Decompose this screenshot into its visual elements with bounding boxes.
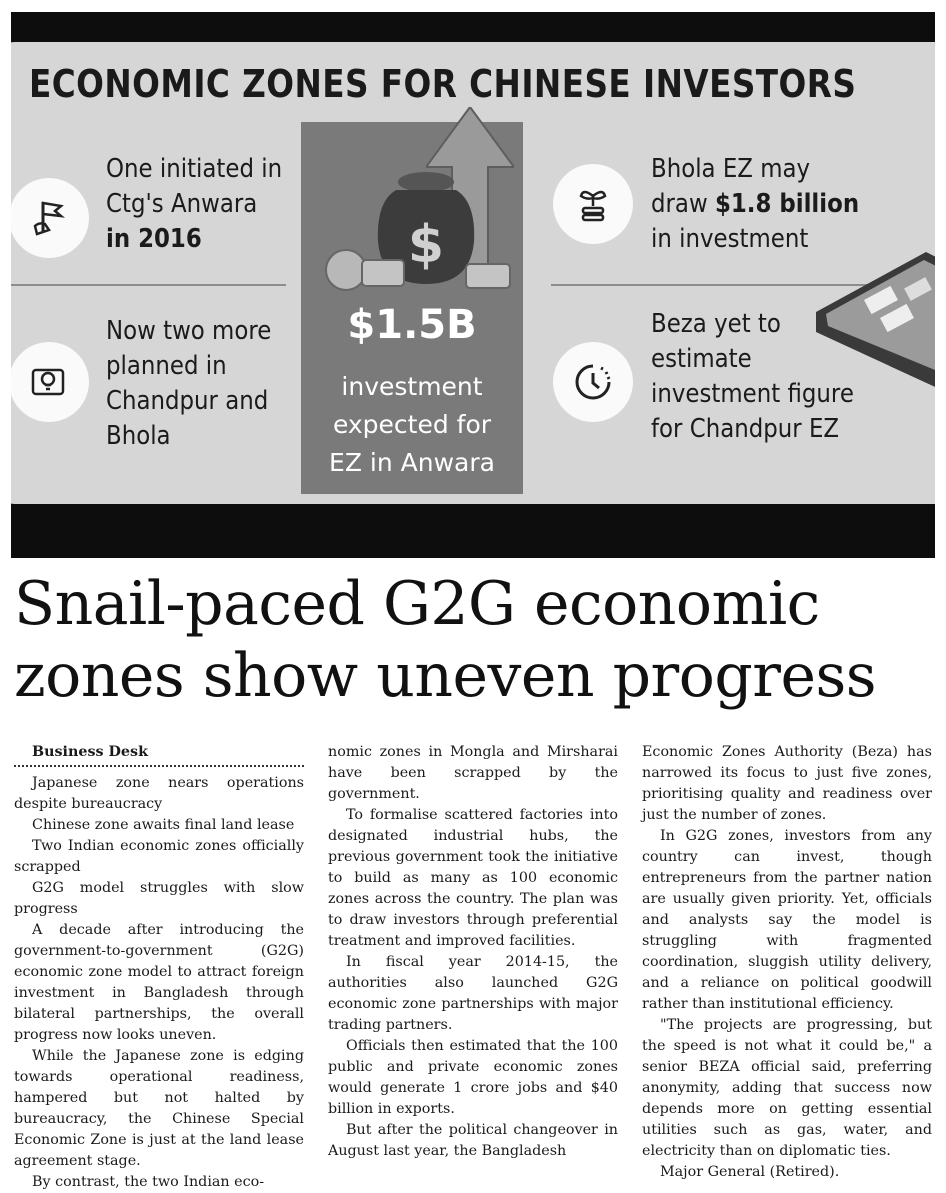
left-divider	[11, 284, 286, 286]
svg-text:$: $	[407, 215, 445, 275]
article-column-2	[328, 742, 618, 1162]
flag-hand-icon	[11, 178, 89, 258]
article-paragraph: In G2G zones, investors from any country can invest, though entrepreneurs from the partner nation are usually given priority. Yet, officials and analysts say the model is struggling with fragmented coordination, sluggish utility delivery, and a reliance on political goodwill rather than institutional efficiency.	[642, 828, 932, 1012]
left-item-2-line-4: Bhola	[106, 421, 171, 451]
bulb-blueprint-icon	[11, 342, 89, 422]
left-item-2-line-3: Chandpur and	[106, 386, 269, 416]
right-item-1-line-2	[651, 187, 859, 222]
article-paragraph: Japanese zone nears operations despite bureaucracy	[14, 775, 304, 812]
infographic	[11, 12, 935, 558]
right-item-2-line-2: estimate	[651, 344, 752, 374]
plant-coins-icon	[553, 164, 633, 244]
article-paragraph: By contrast, the two Indian eco-	[32, 1174, 265, 1190]
right-item-2-line-3: investment figure	[651, 379, 854, 409]
left-item-2-line-1: Now two more	[106, 316, 272, 346]
right-item-1-prefix: draw	[651, 189, 715, 219]
center-amount: $1.5B	[347, 302, 477, 348]
clock-icon	[553, 342, 633, 422]
left-item-1-line-2: Ctg's Anwara	[106, 189, 258, 219]
money-bag-icon	[316, 162, 516, 292]
headline-line-1: Snail-paced G2G economic	[14, 569, 820, 639]
headline	[14, 568, 934, 712]
article-paragraph: Chinese zone awaits final land lease	[32, 817, 295, 833]
center-line-3: EZ in Anwara	[329, 448, 495, 477]
right-item-2-line-1: Beza yet to	[651, 309, 781, 339]
article-paragraph: To formalise scattered factories into designated industrial hubs, the previous government took the initiative to build as many as 100 economic zones across the country. The plan was to draw investors through preferential treatment and improved facilities.	[328, 807, 618, 949]
center-line-2: expected for	[332, 410, 492, 439]
center-caption	[301, 368, 523, 482]
article-paragraph: Officials then estimated that the 100 public and private economic zones would generate 1 crore jobs and $40 billion in exports.	[328, 1038, 618, 1117]
article-paragraph: Two Indian economic zones officially scrapped	[14, 838, 304, 875]
headline-line-2: zones show uneven progress	[14, 641, 877, 711]
article-paragraph: In fiscal year 2014-15, the authorities also launched G2G economic zone partnerships with major trading partners.	[328, 954, 618, 1033]
right-item-2-line-4: for Chandpur EZ	[651, 414, 840, 444]
left-item-2-text	[106, 314, 271, 454]
right-item-1-line-1: Bhola EZ may	[651, 154, 811, 184]
left-item-1-line-3: in 2016	[106, 224, 202, 254]
infographic-title: ECONOMIC ZONES FOR CHINESE INVESTORS	[29, 62, 857, 106]
article-paragraph: G2G model struggles with slow progress	[14, 880, 304, 917]
left-item-1-text	[106, 152, 282, 257]
right-item-1-text	[651, 152, 859, 257]
right-item-1-amount: $1.8 billion	[714, 189, 860, 219]
left-item-2-line-2: planned in	[106, 351, 227, 381]
article-paragraph: Major General (Retired).	[660, 1164, 840, 1180]
article-paragraph: "The projects are progressing, but the speed is not what it could be," a senior BEZA official said, preferring anonymity, adding that success now depends more on getting essential utilities such as gas, water, and electricity than on diplomatic ties.	[642, 1017, 932, 1159]
byline: Business Desk	[14, 742, 304, 767]
industrial-zone-illustration	[816, 252, 935, 392]
article-column-3	[642, 742, 932, 1183]
article-paragraph: But after the political changeover in August last year, the Bangladesh	[328, 1122, 618, 1159]
center-line-1: investment	[341, 372, 483, 401]
article-column-1	[14, 742, 304, 1193]
article-paragraph: Economic Zones Authority (Beza) has narrowed its focus to just five zones, prioritising quality and readiness over just the number of zones.	[642, 744, 932, 823]
article-paragraph: nomic zones in Mongla and Mirsharai have been scrapped by the government.	[328, 744, 618, 802]
article-paragraph: While the Japanese zone is edging towards operational readiness, hampered but not halted by bureaucracy, the Chinese Special Economic Zone is just at the land lease agreement stage.	[14, 1048, 304, 1169]
right-item-1-line-3: in investment	[651, 224, 809, 254]
left-item-1-line-1: One initiated in	[106, 154, 283, 184]
article-paragraph: A decade after introducing the government-to-government (G2G) economic zone model to attract foreign investment in Bangladesh through bilateral partnerships, the overall progress now looks uneven.	[14, 922, 304, 1043]
